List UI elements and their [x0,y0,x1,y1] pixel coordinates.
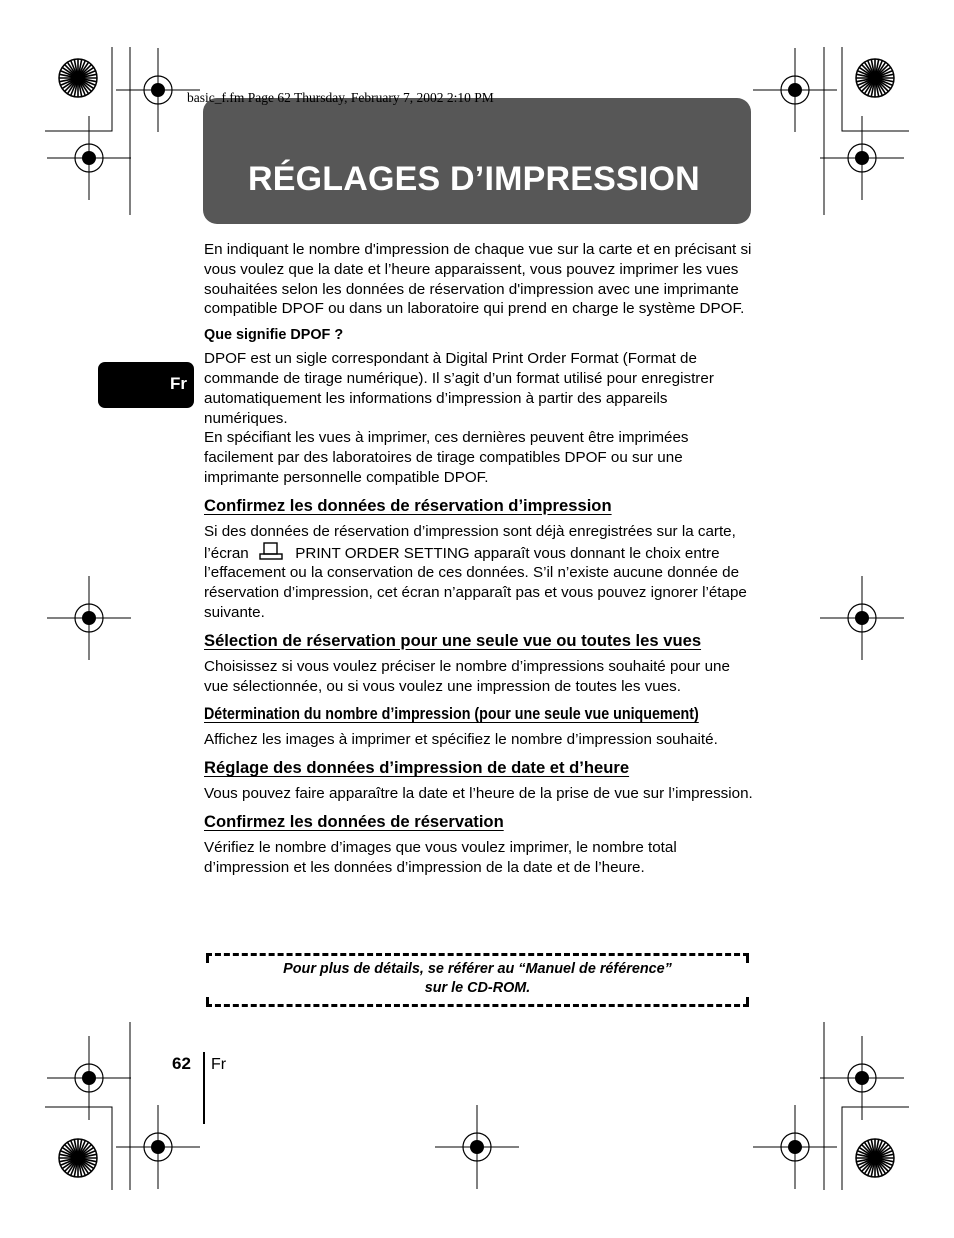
section-heading-confirm-data: Confirmez les données de réservation d’impression [204,495,612,515]
language-tab [98,362,194,408]
section-text-confirm-data [204,522,754,623]
file-header-line: basic_f.fm Page 62 Thursday, February 7, 2002 2:10 PM [187,90,494,105]
page-number-divider [203,1052,205,1124]
reference-note-line-1: Pour plus de détails, se référer au “Manuel de référence” [283,961,672,977]
language-tab-label: Fr [170,374,187,393]
section-heading-confirm-reservation: Confirmez les données de réservation [204,811,504,831]
section-text-confirm-reservation: Vérifiez le nombre d’images que vous voulez imprimer, le nombre total d’impression et les données d’impression de la date et de l’heure. [204,838,677,876]
dpof-paragraph-1: DPOF est un sigle correspondant à Digital Print Order Format (Format de commande de tirage numérique). Il s’agit d’un format utilisé pour enregistrer automatiquement les informations d’impression à partir des appareils numériques. [204,350,714,427]
reference-note-text [206,960,749,998]
page-language: Fr [211,1056,227,1073]
section-heading-date-time: Réglage des données d’impression de date et d’heure [204,758,630,778]
reference-note-line-2: sur le CD-ROM. [424,980,531,996]
section-heading-print-count: Détermination du nombre d’impression (pour une seule vue uniquement) [204,704,699,724]
section-text-print-count: Affichez les images à imprimer et spécifiez le nombre d’impression souhaité. [204,731,718,749]
dpof-paragraph-2: En spécifiant les vues à imprimer, ces dernières peuvent être imprimées facilement par des laboratoires de tirage compatibles DPOF ou sur une imprimante personnelle compatible DPOF. [204,429,689,486]
section-text-single-or-all: Choisissez si vous voulez préciser le nombre d’impressions souhaité pour une vue sélectionnée, ou si vous voulez une impression de toutes les vues. [204,657,730,695]
print-order-icon [259,542,283,560]
dpof-question: Que signifie DPOF ? [204,327,344,344]
title-banner [203,98,751,224]
page-title: RÉGLAGES D’IMPRESSION [248,160,700,198]
section-heading-single-or-all: Sélection de réservation pour une seule vue ou toutes les vues [204,630,702,650]
intro-paragraph: En indiquant le nombre d'impression de chaque vue sur la carte et en précisant si vous voulez que la date et l’heure apparaissent, vous pouvez imprimer les vues souhaitées selon les données de réservation d'impression avec une imprimante compatible DPOF ou dans un laboratoire qui prend en charge le système DPOF. [204,241,752,318]
section-text-part-1: Si des données de réservation d’impression sont déjà enregistrées sur la carte, l’écran [204,522,736,562]
page-number: 62 [172,1054,191,1073]
reference-note-box [206,953,749,1007]
section-text-date-time: Vous pouvez faire apparaître la date et l’heure de la prise de vue sur l’impression. [204,785,753,803]
main-content [204,240,754,878]
section-text-part-2: PRINT ORDER SETTING apparaît vous donnant le choix entre l’effacement ou la conservation de ces données. S’il n’existe aucune donnée de réservation d’impression, cet écran n’apparaît pas et vous pouvez ignorer l’étape suivante. [204,544,747,621]
